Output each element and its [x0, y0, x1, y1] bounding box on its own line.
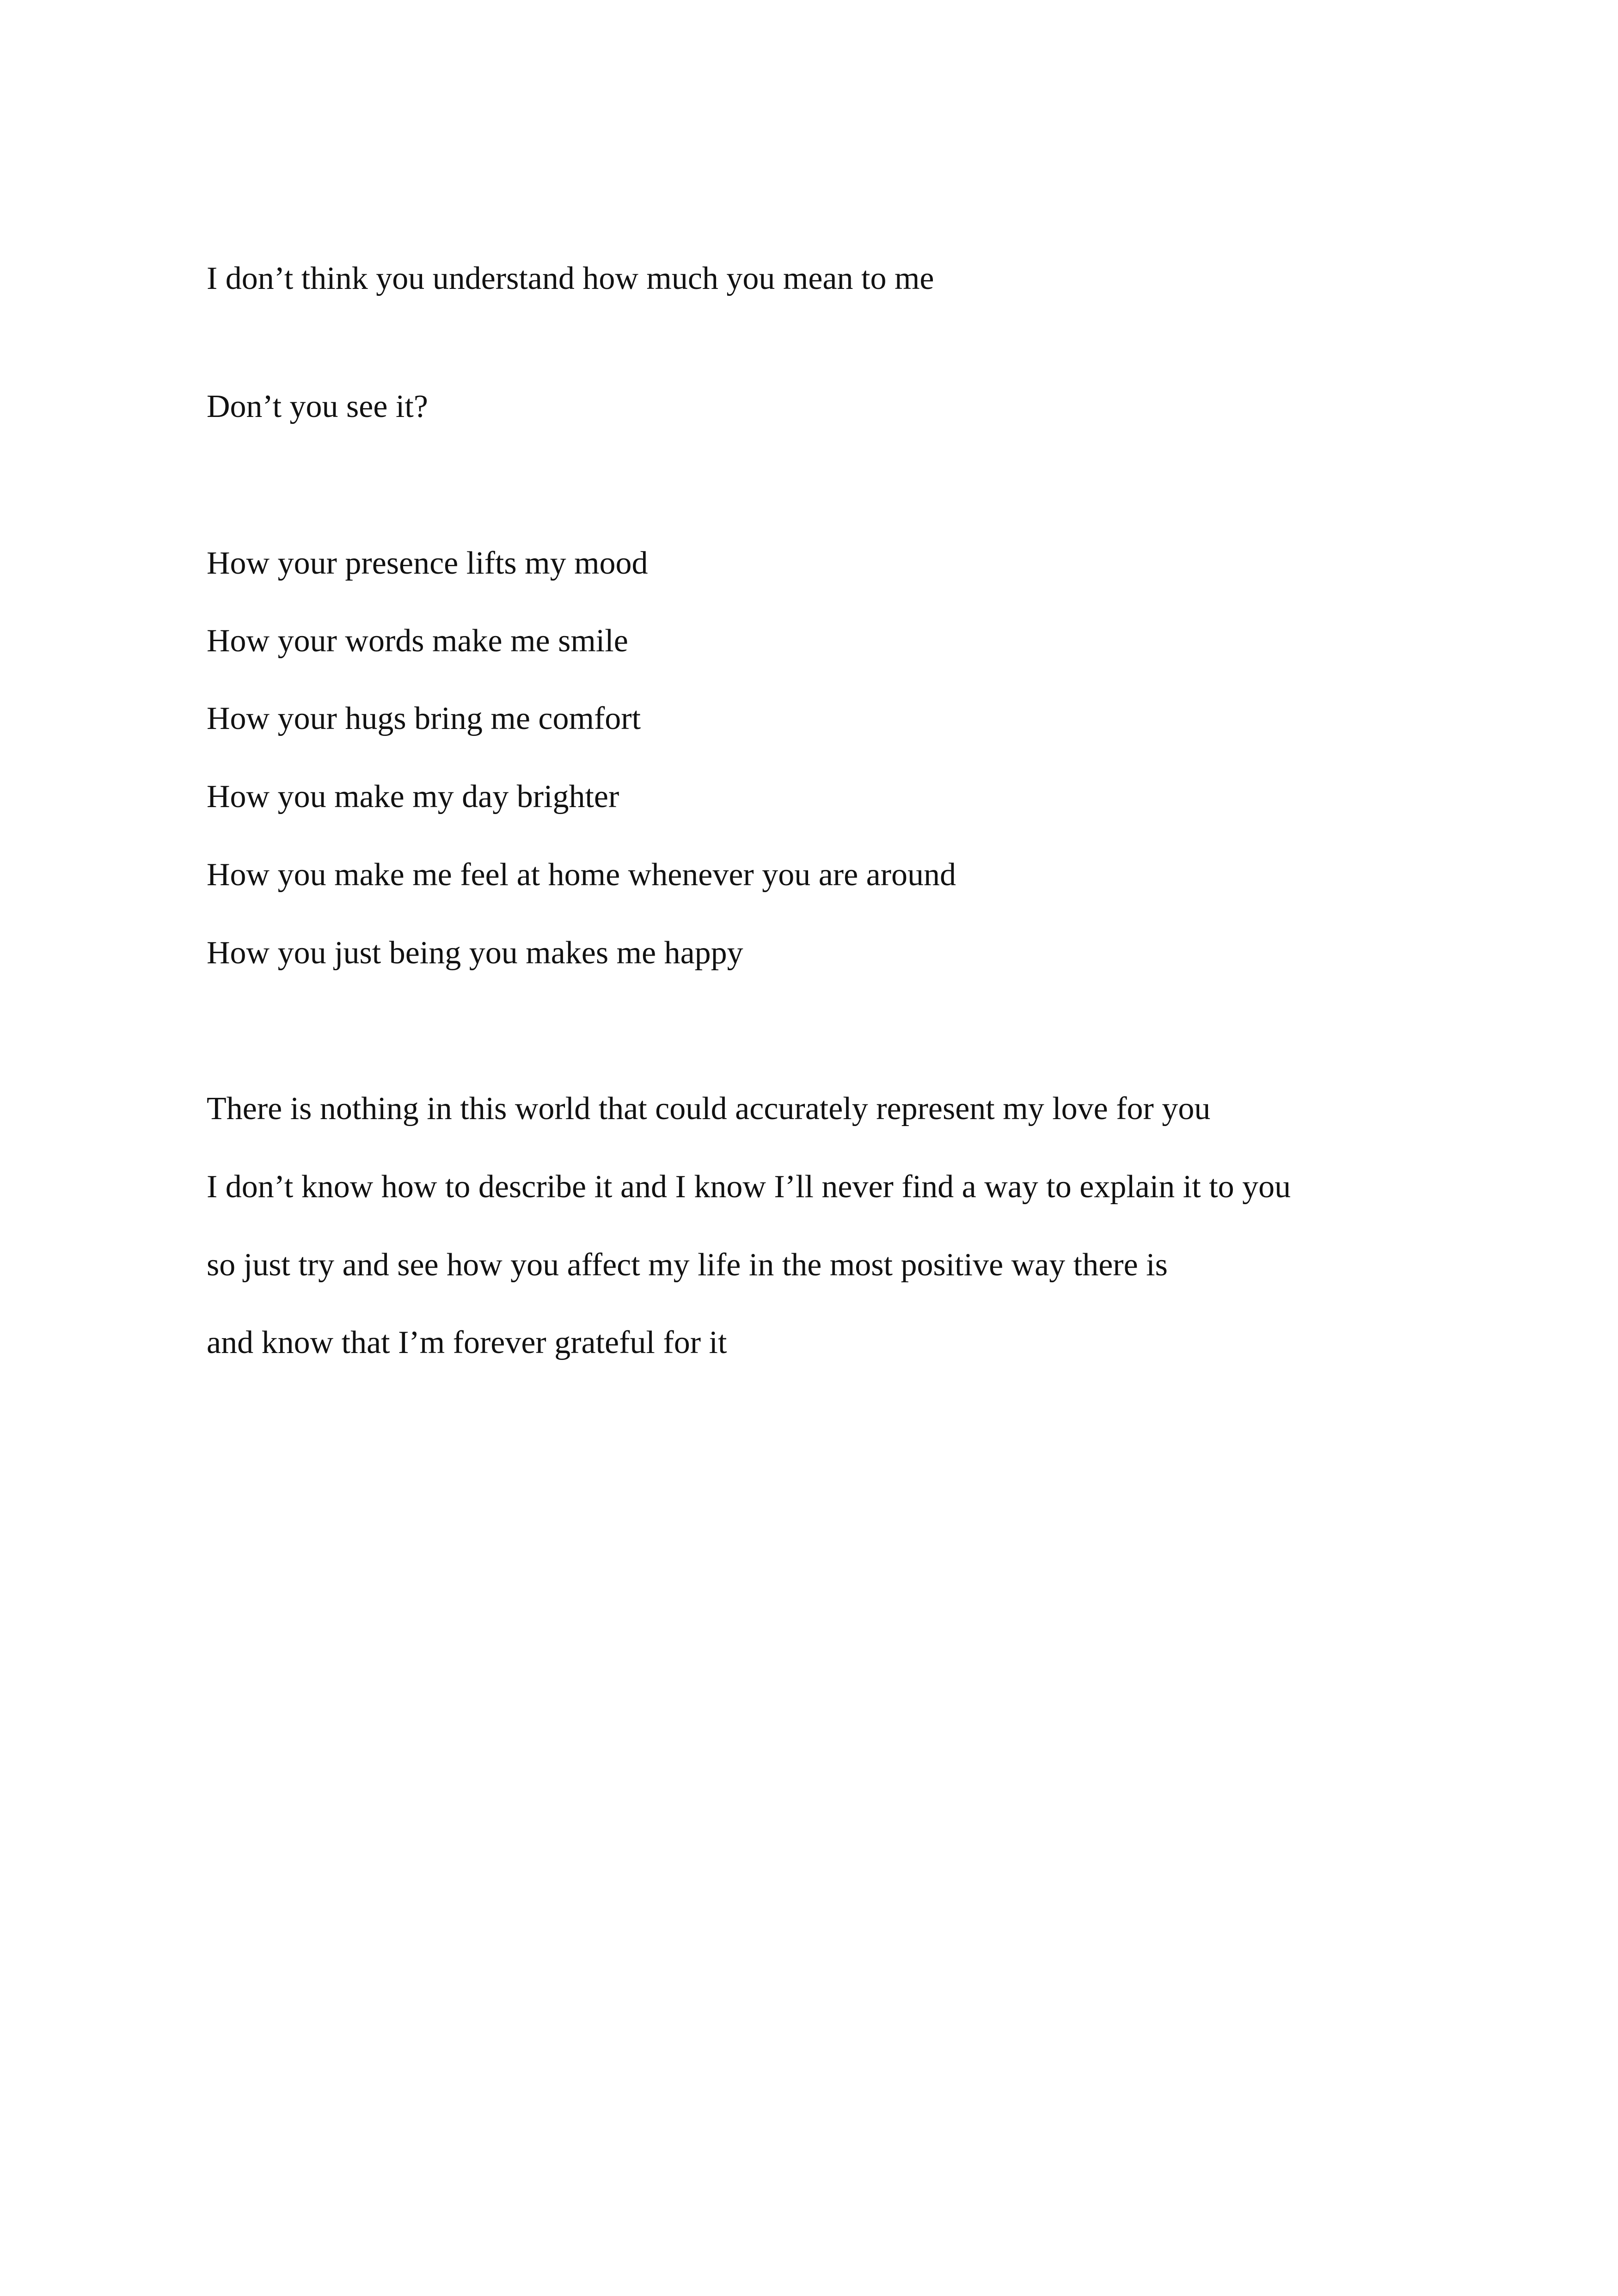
poem-line: so just try and see how you affect my life in the most positive way there is [207, 1247, 1168, 1283]
poem-line: How you make my day brighter [207, 779, 619, 814]
poem-line: and know that I’m forever grateful for it [207, 1325, 727, 1360]
poem-line: How you just being you makes me happy [207, 935, 743, 971]
poem-line: How your hugs bring me comfort [207, 701, 641, 736]
poem-line: How your presence lifts my mood [207, 545, 648, 581]
poem-line: There is nothing in this world that could accurately represent my love for you [207, 1091, 1211, 1127]
poem-line: I don’t think you understand how much you mean to me [207, 261, 934, 296]
poem-line: Don’t you see it? [207, 389, 428, 424]
poem-line: I don’t know how to describe it and I know I’ll never find a way to explain it to you [207, 1169, 1291, 1205]
poem-line: How you make me feel at home whenever you are around [207, 857, 956, 893]
poem-line: How your words make me smile [207, 623, 628, 659]
